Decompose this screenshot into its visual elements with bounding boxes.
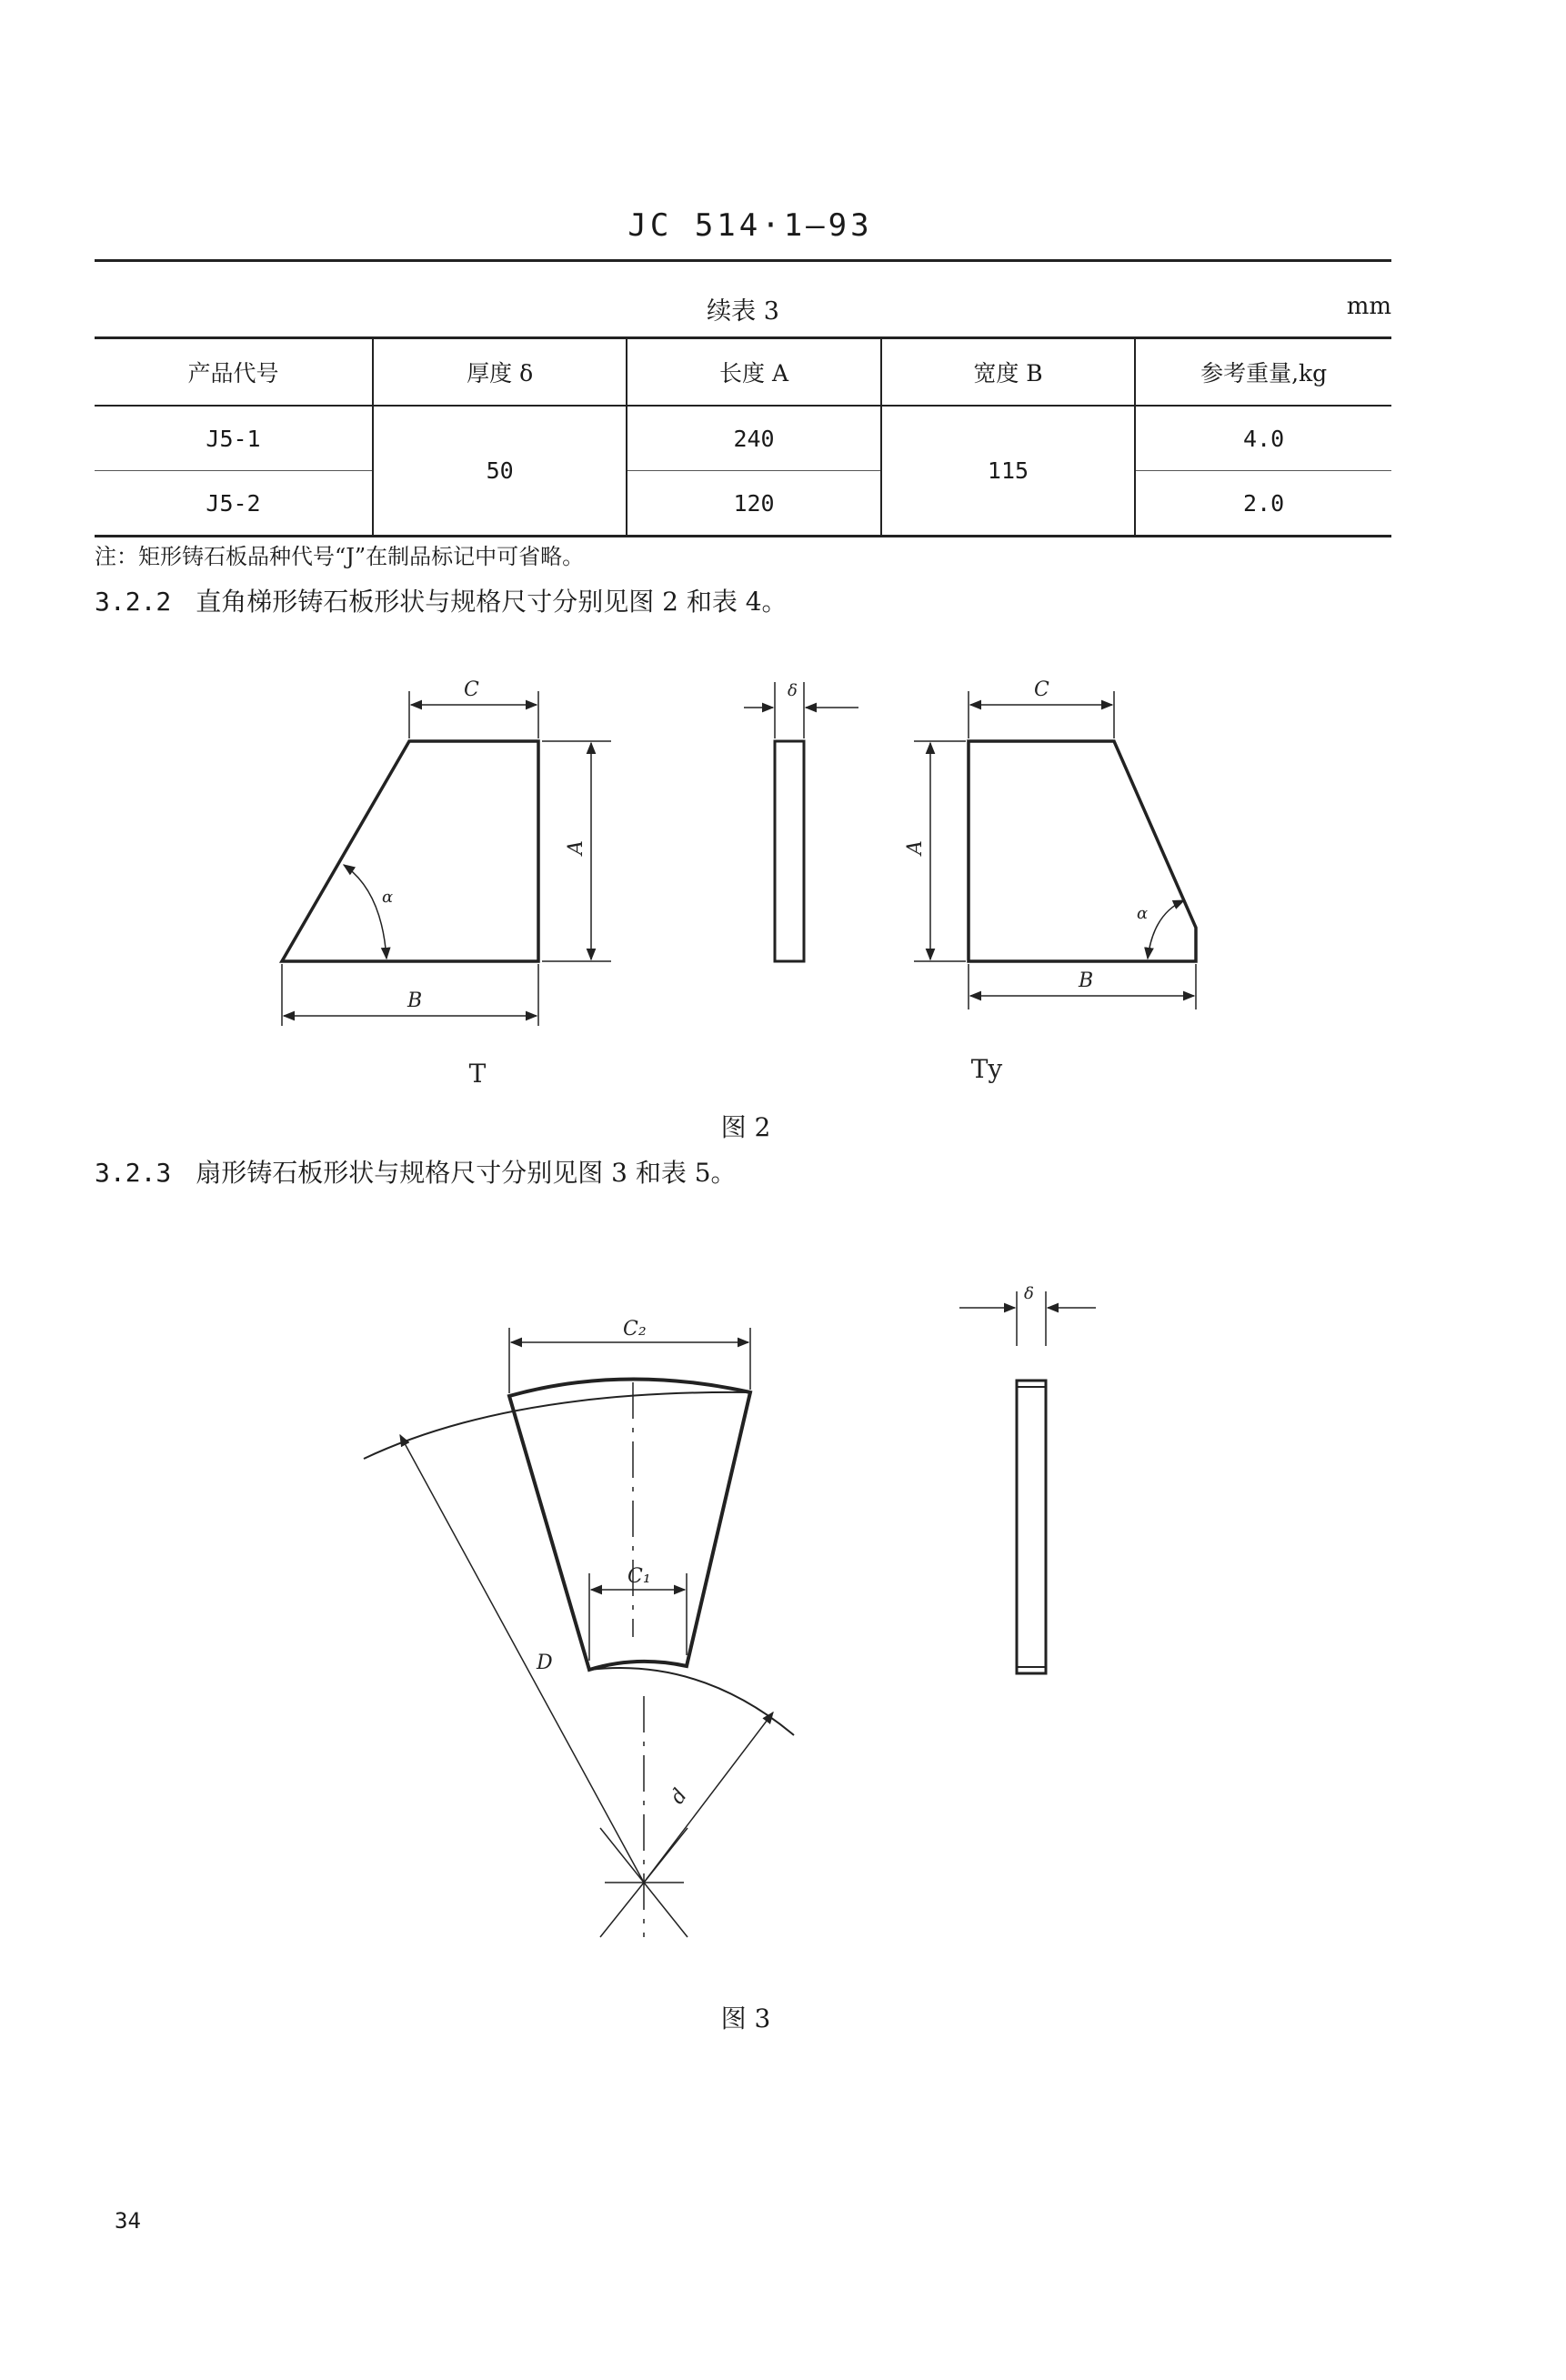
figure-3-caption: 图 3 [720, 2003, 771, 2034]
label-b-left: B [407, 989, 423, 1012]
cell-code: J5-2 [95, 471, 373, 537]
radius-d-large [400, 1435, 644, 1883]
column-header-length: 长度 A [627, 338, 880, 407]
label-delta-3: δ [1024, 1284, 1034, 1303]
side-view-plate-3 [1017, 1381, 1046, 1673]
section-3-2-2 [95, 582, 788, 618]
subfigure-label-t: T [468, 1059, 487, 1089]
cell-weight: 4.0 [1135, 406, 1391, 471]
table-row [95, 471, 1391, 537]
label-alpha-left: α [382, 888, 394, 907]
section-number: 3.2.2 [95, 587, 172, 617]
label-a-right: A [904, 840, 927, 855]
label-d-large: D [537, 1652, 553, 1674]
column-header-thickness: 厚度 δ [373, 338, 627, 407]
cell-length: 120 [627, 471, 880, 537]
trapezoid-t-shape [282, 741, 538, 961]
label-c-left: C [464, 678, 479, 701]
figure-3-drawing [0, 1255, 1566, 1964]
trapezoid-ty-shape [969, 741, 1196, 961]
cell-weight: 2.0 [1135, 471, 1391, 537]
label-a-left: A [565, 840, 587, 855]
label-b-right: B [1079, 969, 1094, 992]
radius-d-small [644, 1712, 773, 1883]
side-view-plate [775, 741, 804, 961]
header-rule [95, 259, 1391, 262]
section-number: 3.2.3 [95, 1158, 172, 1188]
figure-2-caption: 图 2 [720, 1112, 771, 1142]
section-3-2-3 [95, 1153, 737, 1190]
cell-thickness-merged: 50 [373, 406, 627, 537]
angle-alpha-arc-left [344, 865, 386, 959]
table-row [95, 406, 1391, 471]
section-text: 直角梯形铸石板形状与规格尺寸分别见图 2 和表 4。 [196, 587, 788, 617]
label-alpha-right: α [1137, 904, 1149, 923]
subfigure-label-ty: Ty [970, 1054, 1003, 1084]
document-number: JC 514·1—93 [627, 207, 873, 244]
column-header-weight: 参考重量,kg [1135, 338, 1391, 407]
label-delta: δ [788, 681, 798, 700]
cell-width-merged: 115 [881, 406, 1135, 537]
label-d-small: d [666, 1784, 692, 1809]
figure-2-drawing [0, 655, 1566, 1137]
label-c-right: C [1034, 678, 1049, 701]
table-note: 注：矩形铸石板品种代号“J”在制品标记中可省略。 [95, 544, 585, 569]
page-number: 34 [115, 2208, 141, 2234]
label-c2: C₂ [623, 1318, 647, 1341]
sector-shape [509, 1379, 750, 1670]
section-text: 扇形铸石板形状与规格尺寸分别见图 3 和表 5。 [196, 1158, 737, 1188]
column-header-width: 宽度 B [881, 338, 1135, 407]
angle-alpha-arc-right [1148, 900, 1184, 959]
column-header-code: 产品代号 [95, 338, 373, 407]
cell-code: J5-1 [95, 406, 373, 471]
outer-arc [364, 1392, 750, 1459]
table-header-row [95, 338, 1391, 407]
table-caption: 续表 3 [707, 297, 779, 326]
cell-length: 240 [627, 406, 880, 471]
label-c1: C₁ [627, 1565, 651, 1588]
spec-table [95, 336, 1391, 537]
table-unit: mm [1346, 293, 1391, 320]
